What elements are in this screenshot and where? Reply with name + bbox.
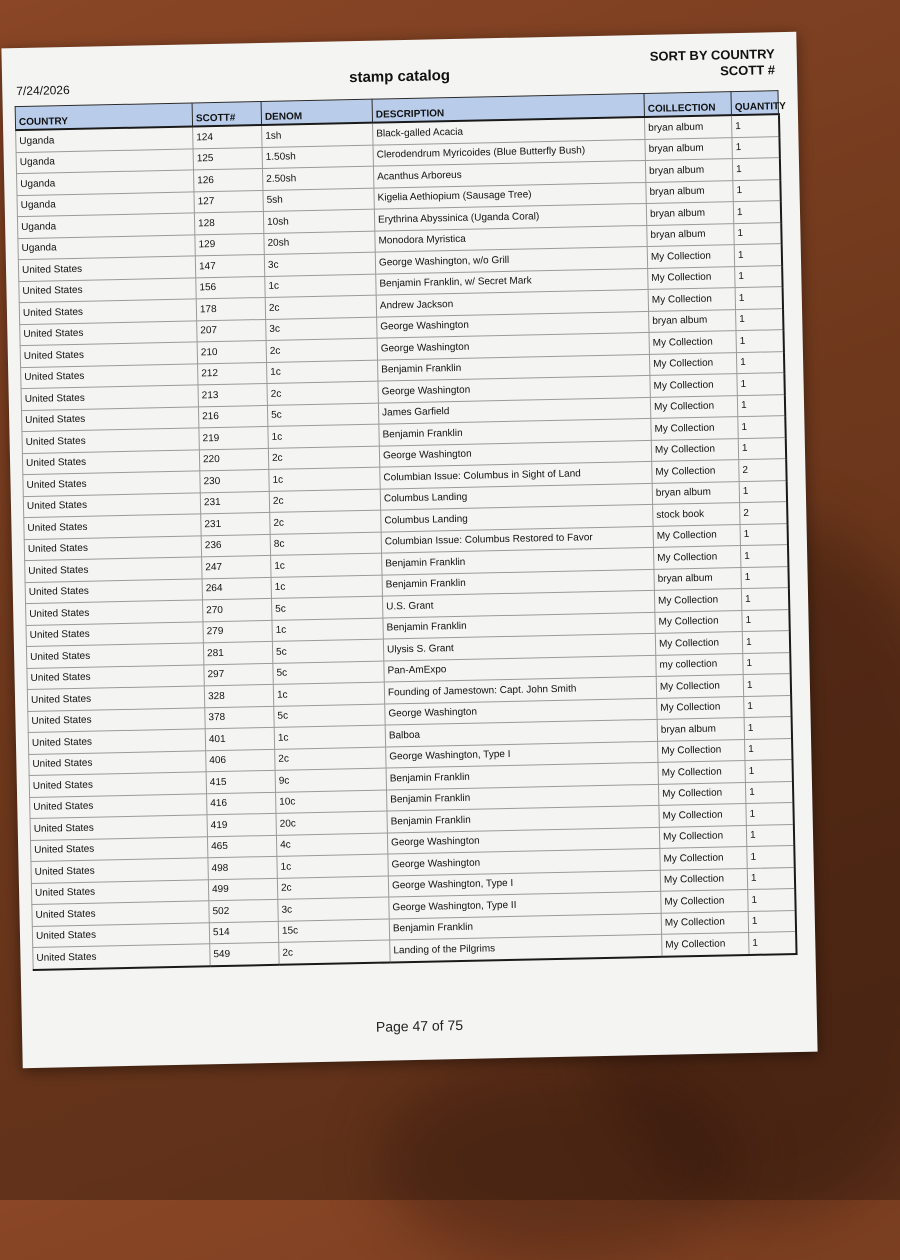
cell-scott-number: 216 xyxy=(198,405,267,428)
cell-collection: My Collection xyxy=(660,868,747,891)
cell-denomination: 1c xyxy=(265,274,376,298)
cell-denomination: 2c xyxy=(270,510,381,534)
cell-country: United States xyxy=(29,772,206,797)
cell-description: Pan-AmExpo xyxy=(384,655,656,682)
cell-scott-number: 416 xyxy=(207,792,276,815)
cell-quantity: 1 xyxy=(736,351,783,373)
cell-description: George Washington xyxy=(377,332,649,359)
cell-collection: My Collection xyxy=(652,460,739,483)
cell-description: Benjamin Franklin xyxy=(379,418,651,445)
cell-scott-number: 220 xyxy=(199,448,268,471)
cell-description: Kigelia Aethiopium (Sausage Tree) xyxy=(374,182,646,209)
cell-quantity: 1 xyxy=(740,523,787,545)
cell-quantity: 1 xyxy=(745,760,792,782)
cell-quantity: 1 xyxy=(745,781,792,803)
cell-denomination: 2c xyxy=(269,489,380,513)
cell-scott-number: 210 xyxy=(197,340,266,363)
cell-quantity: 1 xyxy=(732,136,779,158)
cell-denomination: 3c xyxy=(264,252,375,276)
cell-country: United States xyxy=(28,707,205,732)
cell-scott-number: 156 xyxy=(196,276,265,299)
cell-collection: bryan album xyxy=(654,567,741,590)
cell-collection: My Collection xyxy=(658,782,745,805)
cell-scott-number: 281 xyxy=(203,641,272,664)
cell-quantity: 1 xyxy=(734,222,781,244)
cell-description: George Washington, w/o Grill xyxy=(375,246,647,273)
cell-country: United States xyxy=(18,256,195,281)
cell-country: United States xyxy=(23,492,200,517)
cell-description: Acanthus Arboreus xyxy=(373,160,645,187)
cell-description: Columbian Issue: Columbus Restored to Favor xyxy=(381,526,653,553)
cell-country: United States xyxy=(24,535,201,560)
cell-denomination: 4c xyxy=(276,833,387,857)
cell-quantity: 2 xyxy=(740,502,787,524)
cell-description: George Washington, Type I xyxy=(386,741,658,768)
cell-collection: My Collection xyxy=(647,245,734,268)
cell-denomination: 1c xyxy=(267,360,378,384)
cell-country: United States xyxy=(31,879,208,904)
cell-collection: My Collection xyxy=(648,266,735,289)
cell-description: George Washington, Type I xyxy=(388,870,660,897)
cell-scott-number: 378 xyxy=(205,706,274,729)
cell-scott-number: 207 xyxy=(197,319,266,342)
cell-quantity: 1 xyxy=(741,566,788,588)
cell-scott-number: 236 xyxy=(201,534,270,557)
cell-description: George Washington, Type II xyxy=(389,891,661,918)
cell-scott-number: 213 xyxy=(198,383,267,406)
cell-description: Balboa xyxy=(385,719,657,746)
cell-description: Columbian Issue: Columbus in Sight of Land xyxy=(380,461,652,488)
table-body xyxy=(16,114,796,969)
cell-denomination: 2c xyxy=(268,446,379,470)
cell-quantity: 1 xyxy=(738,437,785,459)
cell-country: United States xyxy=(19,277,196,302)
column-header-country: COUNTRY xyxy=(15,103,192,130)
cell-description: George Washington xyxy=(377,311,649,338)
cell-collection: My Collection xyxy=(650,395,737,418)
cell-quantity: 1 xyxy=(737,373,784,395)
cell-collection: My Collection xyxy=(651,438,738,461)
catalog-page xyxy=(1,32,817,1068)
cell-collection: My Collection xyxy=(658,761,745,784)
cell-scott-number: 124 xyxy=(193,125,262,148)
cell-country: United States xyxy=(31,858,208,883)
cell-country: United States xyxy=(26,621,203,646)
stamp-table xyxy=(15,90,797,970)
cell-description: Ulysis S. Grant xyxy=(383,633,655,660)
cell-country: United States xyxy=(21,406,198,431)
cell-denomination: 1c xyxy=(271,575,382,599)
cell-quantity: 1 xyxy=(743,652,790,674)
cell-denomination: 20sh xyxy=(264,231,375,255)
cell-collection: bryan album xyxy=(649,309,736,332)
cell-denomination: 3c xyxy=(278,897,389,921)
cell-denomination: 5c xyxy=(267,403,378,427)
cell-description: George Washington xyxy=(388,848,660,875)
cell-quantity: 1 xyxy=(733,179,780,201)
cell-scott-number: 127 xyxy=(194,190,263,213)
cell-collection: My Collection xyxy=(649,331,736,354)
cell-country: United States xyxy=(30,836,207,861)
cell-quantity: 1 xyxy=(732,158,779,180)
cell-scott-number: 406 xyxy=(206,749,275,772)
cell-quantity: 1 xyxy=(731,114,778,137)
cell-scott-number: 498 xyxy=(208,856,277,879)
cell-quantity: 1 xyxy=(741,588,788,610)
cell-quantity: 1 xyxy=(745,738,792,760)
cell-description: Benjamin Franklin xyxy=(382,547,654,574)
cell-collection: bryan album xyxy=(644,115,731,139)
cell-denomination: 1.50sh xyxy=(262,145,373,169)
cell-description: Columbus Landing xyxy=(380,483,652,510)
cell-description: Clerodendrum Myricoides (Blue Butterfly Bush) xyxy=(373,139,645,166)
cell-country: Uganda xyxy=(18,234,195,259)
cell-country: United States xyxy=(25,557,202,582)
cell-quantity: 1 xyxy=(744,695,791,717)
cell-denomination: 9c xyxy=(275,768,386,792)
cell-denomination: 8c xyxy=(270,532,381,556)
cell-denomination: 1c xyxy=(272,618,383,642)
cell-description: James Garfield xyxy=(378,397,650,424)
cell-quantity: 1 xyxy=(733,201,780,223)
cell-country: United States xyxy=(19,299,196,324)
cell-collection: bryan album xyxy=(646,202,733,225)
cell-quantity: 1 xyxy=(747,867,794,889)
cell-country: Uganda xyxy=(16,126,193,152)
cell-description: George Washington xyxy=(378,375,650,402)
cell-denomination: 2c xyxy=(267,381,378,405)
cell-collection: My Collection xyxy=(662,932,749,956)
cell-scott-number: 125 xyxy=(193,147,262,170)
cell-country: United States xyxy=(22,449,199,474)
cell-quantity: 1 xyxy=(748,910,795,932)
cell-country: Uganda xyxy=(17,213,194,238)
cell-collection: bryan album xyxy=(645,137,732,160)
cell-quantity: 1 xyxy=(743,674,790,696)
cell-denomination: 2c xyxy=(279,940,390,964)
cell-collection: My Collection xyxy=(660,847,747,870)
cell-description: Founding of Jamestown: Capt. John Smith xyxy=(384,676,656,703)
cell-denomination: 1c xyxy=(277,854,388,878)
report-title: stamp catalog xyxy=(348,67,451,87)
cell-denomination: 2c xyxy=(275,747,386,771)
cell-description: Andrew Jackson xyxy=(376,289,648,316)
cell-denomination: 2c xyxy=(265,295,376,319)
sort-line-country: SORT BY COUNTRY xyxy=(649,46,775,64)
cell-denomination: 2c xyxy=(277,876,388,900)
cell-quantity: 1 xyxy=(746,824,793,846)
cell-scott-number: 549 xyxy=(210,942,279,965)
cell-collection: stock book xyxy=(653,503,740,526)
cell-scott-number: 247 xyxy=(202,555,271,578)
cell-collection: My Collection xyxy=(653,524,740,547)
cell-collection: My Collection xyxy=(650,374,737,397)
cell-quantity: 1 xyxy=(740,545,787,567)
cell-collection: bryan album xyxy=(646,180,733,203)
cell-scott-number: 230 xyxy=(200,469,269,492)
column-header-collection: COILLECTION xyxy=(644,92,731,117)
cell-description: U.S. Grant xyxy=(382,590,654,617)
cell-quantity: 1 xyxy=(736,330,783,352)
cell-country: United States xyxy=(29,750,206,775)
cell-denomination: 3c xyxy=(266,317,377,341)
cell-quantity: 1 xyxy=(735,265,782,287)
cell-scott-number: 270 xyxy=(202,598,271,621)
cell-country: United States xyxy=(21,385,198,410)
cell-description: Landing of the Pilgrims xyxy=(390,934,662,962)
cell-scott-number: 231 xyxy=(201,512,270,535)
cell-collection: My Collection xyxy=(659,804,746,827)
page-number: Page 47 of 75 xyxy=(375,1016,464,1035)
cell-denomination: 10c xyxy=(276,790,387,814)
cell-scott-number: 178 xyxy=(196,297,265,320)
cell-quantity: 1 xyxy=(749,931,796,954)
cell-collection: My Collection xyxy=(653,546,740,569)
column-header-denom: DENOM xyxy=(261,99,372,125)
cell-quantity: 1 xyxy=(748,889,795,911)
cell-quantity: 1 xyxy=(742,631,789,653)
cell-denomination: 2c xyxy=(266,338,377,362)
cell-collection: My Collection xyxy=(661,889,748,912)
cell-country: United States xyxy=(23,471,200,496)
cell-collection: bryan album xyxy=(657,718,744,741)
cell-denomination: 10sh xyxy=(263,209,374,233)
cell-description: Benjamin Franklin xyxy=(389,913,661,940)
cell-collection: My Collection xyxy=(656,675,743,698)
cell-scott-number: 231 xyxy=(200,491,269,514)
cell-collection: bryan album xyxy=(645,159,732,182)
cell-scott-number: 219 xyxy=(199,426,268,449)
cell-country: United States xyxy=(22,428,199,453)
cell-denomination: 5c xyxy=(271,596,382,620)
cell-country: United States xyxy=(26,600,203,625)
cell-description: Monodora Myristica xyxy=(375,225,647,252)
cell-description: Benjamin Franklin xyxy=(378,354,650,381)
report-date: 7/24/2026 xyxy=(16,83,70,99)
cell-quantity: 1 xyxy=(737,394,784,416)
cell-scott-number: 297 xyxy=(204,663,273,686)
cell-description: George Washington xyxy=(387,827,659,854)
cell-collection: My Collection xyxy=(659,825,746,848)
cell-scott-number: 129 xyxy=(195,233,264,256)
cell-country: United States xyxy=(32,922,209,947)
cell-country: United States xyxy=(32,901,209,926)
sort-info xyxy=(650,46,776,81)
cell-scott-number: 502 xyxy=(209,899,278,922)
cell-description: Columbus Landing xyxy=(381,504,653,531)
cell-collection: My Collection xyxy=(661,911,748,934)
cell-country: United States xyxy=(20,320,197,345)
cell-denomination: 2.50sh xyxy=(262,166,373,190)
cell-quantity: 1 xyxy=(744,717,791,739)
cell-country: United States xyxy=(28,729,205,754)
cell-country: United States xyxy=(21,363,198,388)
cell-denomination: 1c xyxy=(273,682,384,706)
cell-country: United States xyxy=(33,944,210,970)
cell-denomination: 5sh xyxy=(263,188,374,212)
cell-country: United States xyxy=(20,342,197,367)
cell-country: Uganda xyxy=(17,170,194,195)
cell-scott-number: 147 xyxy=(195,254,264,277)
cell-quantity: 2 xyxy=(739,459,786,481)
cell-country: United States xyxy=(27,664,204,689)
cell-denomination: 1c xyxy=(271,553,382,577)
cell-quantity: 1 xyxy=(738,416,785,438)
cell-description: Benjamin Franklin xyxy=(387,805,659,832)
cell-country: United States xyxy=(30,793,207,818)
cell-scott-number: 419 xyxy=(207,813,276,836)
cell-collection: My Collection xyxy=(654,589,741,612)
cell-collection: My Collection xyxy=(655,632,742,655)
cell-collection: My Collection xyxy=(651,417,738,440)
cell-denomination: 20c xyxy=(276,811,387,835)
cell-scott-number: 264 xyxy=(202,577,271,600)
column-header-quantity: QUANTITY xyxy=(731,91,778,115)
cell-country: United States xyxy=(30,815,207,840)
cell-description: Erythrina Abyssinica (Uganda Coral) xyxy=(374,203,646,230)
cell-denomination: 1sh xyxy=(262,123,373,147)
column-header-scott: SCOTT# xyxy=(192,102,261,127)
cell-collection: My Collection xyxy=(649,352,736,375)
cell-denomination: 5c xyxy=(272,639,383,663)
cell-scott-number: 415 xyxy=(206,770,275,793)
cell-country: United States xyxy=(24,514,201,539)
cell-description: Benjamin Franklin xyxy=(386,762,658,789)
cell-description: Benjamin Franklin xyxy=(387,784,659,811)
background-shadow xyxy=(380,1060,740,1260)
cell-scott-number: 499 xyxy=(208,878,277,901)
cell-quantity: 1 xyxy=(735,287,782,309)
cell-collection: bryan album xyxy=(652,481,739,504)
cell-denomination: 1c xyxy=(268,424,379,448)
cell-collection: My Collection xyxy=(657,696,744,719)
column-header-description: DESCRIPTION xyxy=(372,93,644,122)
cell-denomination: 15c xyxy=(278,919,389,943)
cell-scott-number: 212 xyxy=(198,362,267,385)
cell-description: Benjamin Franklin xyxy=(383,612,655,639)
cell-country: United States xyxy=(27,686,204,711)
cell-scott-number: 465 xyxy=(207,835,276,858)
cell-quantity: 1 xyxy=(734,244,781,266)
cell-scott-number: 126 xyxy=(193,168,262,191)
cell-scott-number: 328 xyxy=(204,684,273,707)
cell-denomination: 1c xyxy=(269,467,380,491)
cell-country: Uganda xyxy=(16,148,193,173)
cell-description: George Washington xyxy=(385,698,657,725)
cell-description: Benjamin Franklin, w/ Secret Mark xyxy=(376,268,648,295)
cell-collection: bryan album xyxy=(647,223,734,246)
cell-collection: My Collection xyxy=(658,739,745,762)
cell-scott-number: 514 xyxy=(209,921,278,944)
cell-quantity: 1 xyxy=(747,846,794,868)
cell-collection: My Collection xyxy=(648,288,735,311)
cell-description: George Washington xyxy=(379,440,651,467)
cell-description: Benjamin Franklin xyxy=(382,569,654,596)
cell-quantity: 1 xyxy=(736,308,783,330)
cell-denomination: 5c xyxy=(273,661,384,685)
cell-scott-number: 279 xyxy=(203,620,272,643)
cell-denomination: 5c xyxy=(274,704,385,728)
cell-collection: My Collection xyxy=(655,610,742,633)
cell-quantity: 1 xyxy=(742,609,789,631)
cell-scott-number: 401 xyxy=(205,727,274,750)
cell-collection: my collection xyxy=(656,653,743,676)
cell-quantity: 1 xyxy=(746,803,793,825)
cell-quantity: 1 xyxy=(739,480,786,502)
cell-scott-number: 128 xyxy=(194,211,263,234)
cell-denomination: 1c xyxy=(274,725,385,749)
cell-country: Uganda xyxy=(17,191,194,216)
cell-country: United States xyxy=(26,643,203,668)
cell-country: United States xyxy=(25,578,202,603)
cell-description: Black-galled Acacia xyxy=(373,117,645,145)
sort-line-scott: SCOTT # xyxy=(719,62,776,79)
